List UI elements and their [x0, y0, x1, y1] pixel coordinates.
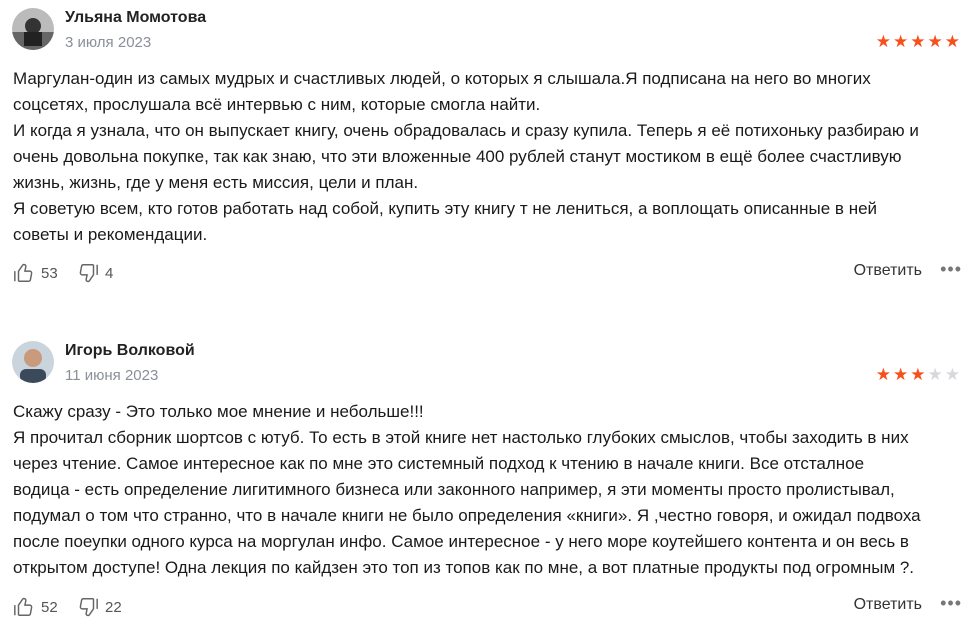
review-text-line: И когда я узнала, что он выпускает книгу, очень обрадовалась и сразу купила. Теперь я её потихоньку разбираю и [13, 121, 919, 140]
review-text-line: Я советую всем, кто готов работать над собой, купить эту книгу т не лениться, а воплощать описанные в ней [13, 199, 878, 218]
dislike-count: 4 [105, 264, 114, 282]
review-date: 11 июня 2023 [65, 367, 159, 384]
rating-stars [876, 365, 962, 385]
thumbs-up-icon [13, 596, 35, 618]
review-text [13, 66, 964, 248]
thumbs-down-icon [77, 596, 99, 618]
thumbs-down-icon [77, 262, 99, 284]
like-button[interactable] [13, 596, 58, 618]
like-count: 52 [41, 598, 58, 616]
dislike-button[interactable] [77, 262, 113, 284]
dislike-count: 22 [105, 598, 122, 616]
review-text-line: подумал о том что странно, что в начале книги не было определения «книги». Я ,честно говоря, и ожидал подвоха [13, 506, 921, 525]
star-icon: ★ [875, 32, 893, 51]
star-icon: ★ [944, 32, 962, 51]
avatar[interactable] [12, 8, 54, 50]
review-text-line: через чтение. Самое интересное как по мне это системный подход к чтению в начале книги. Все отсталное [13, 454, 865, 473]
review-text-line: жизнь, жизнь, где у меня есть миссия, цели и план. [13, 173, 419, 192]
review-text-line: Маргулан-один из самых мудрых и счастливых людей, о которых я слышала.Я подписана на него во многих [13, 69, 871, 88]
like-count: 53 [41, 264, 58, 282]
review-text-line: советы и рекомендации. [13, 225, 208, 244]
star-icon: ★ [944, 365, 962, 384]
dislike-button[interactable] [77, 596, 122, 618]
review-text-line: открытом доступе! Одна лекция по кайдзен это топ из топов как по мне, а вот платные продукты под огромным ?. [13, 558, 915, 577]
review-text [13, 399, 964, 581]
review-actions [13, 593, 962, 620]
review-text-line: очень довольна покупке, так как знаю, что эти вложенные 400 рублей станут мостиком в ещё более счастливую [13, 147, 902, 166]
review-text-line: Я прочитал сборник шортсов с ютуб. То есть в этой книге нет настолько глубоких смыслов, чтобы заходить в них [13, 428, 909, 447]
more-options-icon[interactable]: ••• [940, 593, 962, 613]
thumbs-up-icon [13, 262, 35, 284]
like-button[interactable] [13, 262, 58, 284]
star-icon: ★ [893, 365, 911, 384]
review-text-line: водица - есть определение лигитимного бизнеса или законного например, я эти моменты просто пролистывал, [13, 480, 895, 499]
author-name[interactable]: Игорь Волковой [65, 342, 195, 359]
reply-button[interactable]: Ответить [853, 596, 922, 613]
review-text-line: после поеупки одного курса на моргулан инфо. Самое интересное - у него море коутейшего контента и он весь в [13, 532, 909, 551]
star-icon: ★ [927, 365, 945, 384]
avatar[interactable] [12, 341, 54, 383]
rating-stars [876, 32, 962, 52]
star-icon: ★ [927, 32, 945, 51]
star-icon: ★ [893, 32, 911, 51]
more-options-icon[interactable]: ••• [940, 259, 962, 279]
author-name[interactable]: Ульяна Момотова [65, 9, 207, 26]
reply-button[interactable]: Ответить [853, 262, 922, 279]
star-icon: ★ [910, 32, 928, 51]
review-text-line: соцсетях, прослушала всё интервью с ним, которые смогла найти. [13, 95, 541, 114]
star-icon: ★ [875, 365, 893, 384]
star-icon: ★ [910, 365, 928, 384]
review-text-line: Скажу сразу - Это только мое мнение и небольше!!! [13, 402, 424, 421]
review-date: 3 июля 2023 [65, 34, 152, 51]
review-actions [13, 259, 962, 286]
